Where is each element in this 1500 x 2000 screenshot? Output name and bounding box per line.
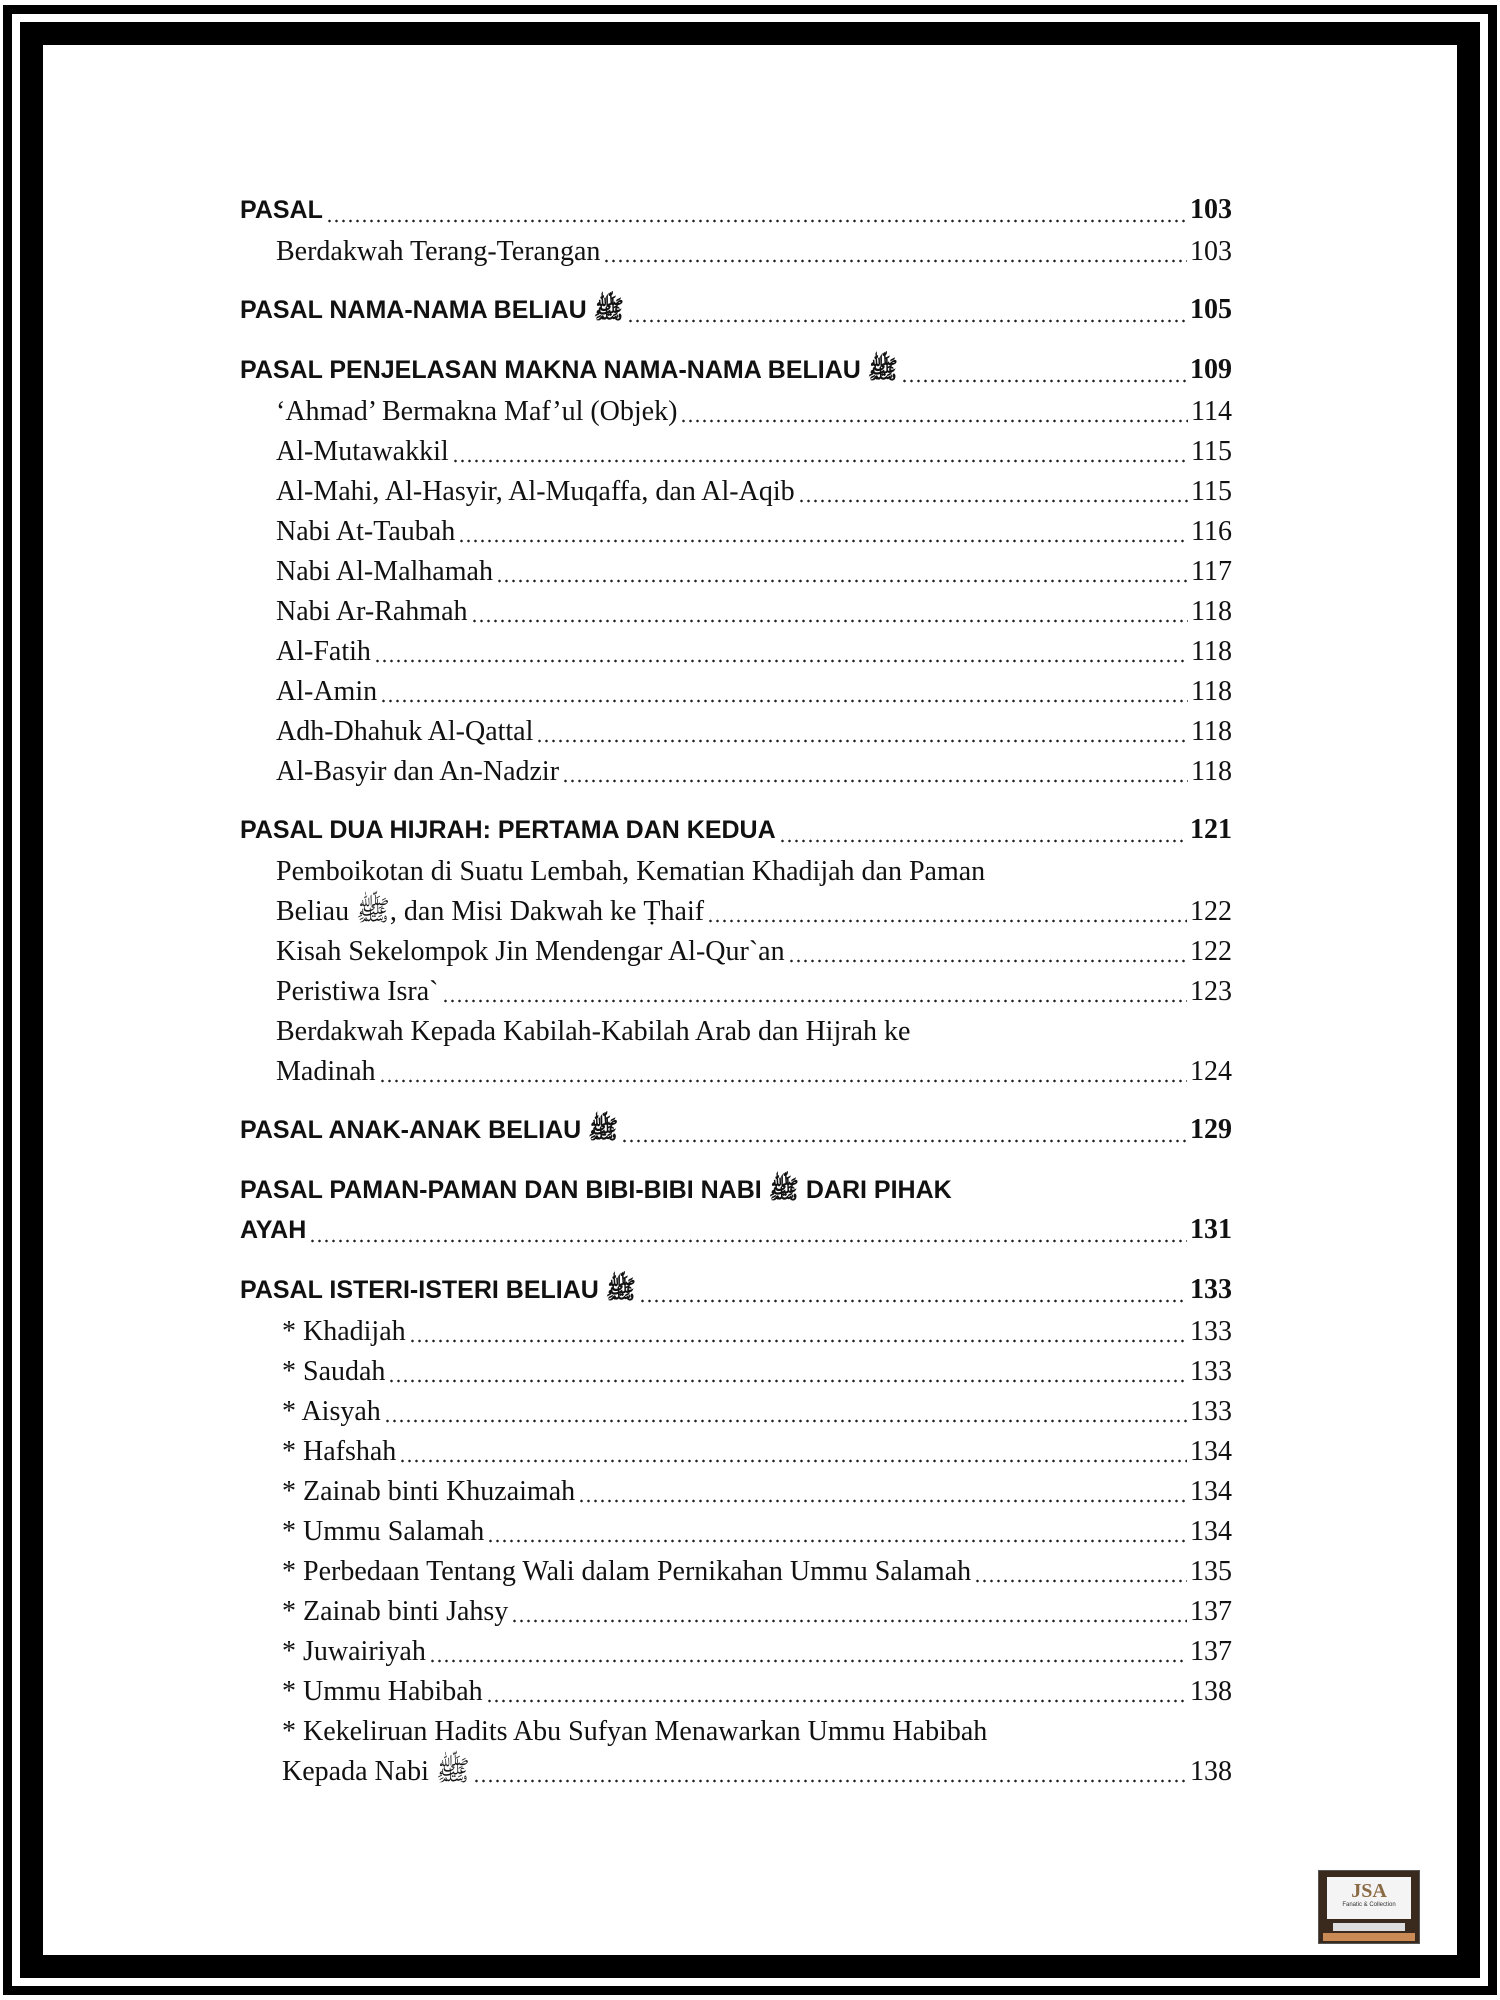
entry-title: Al-Amin (276, 676, 378, 707)
dot-leader (603, 237, 1187, 263)
logo-title: JSA (1351, 1880, 1387, 1902)
toc-section-entry (240, 972, 1232, 1012)
entry-title: * Juwairiyah (282, 1636, 426, 1667)
page-number: 134 (1190, 1516, 1232, 1547)
toc-section-entry (240, 1632, 1232, 1672)
page-number: 124 (1190, 1056, 1232, 1087)
entry-title: Nabi Ar-Rahmah (276, 596, 468, 627)
page-number: 118 (1191, 716, 1232, 747)
logo-screen (1327, 1877, 1411, 1919)
dot-leader (399, 1437, 1187, 1463)
dot-leader (901, 357, 1187, 383)
entry-title: Peristiwa Isra` (276, 976, 439, 1007)
dot-leader (487, 1517, 1187, 1543)
dot-leader (384, 1397, 1187, 1423)
page-number: 133 (1190, 1356, 1232, 1387)
page-number: 115 (1191, 436, 1232, 467)
entry-title: * Ummu Habibah (282, 1676, 483, 1707)
page-number: 118 (1191, 596, 1232, 627)
table-of-contents (240, 172, 1232, 1792)
toc-section-entry (240, 712, 1232, 752)
page-number: 116 (1191, 516, 1232, 547)
page-number: 133 (1190, 1396, 1232, 1427)
toc-section-entry (240, 592, 1232, 632)
dot-leader (471, 597, 1189, 623)
dot-leader (536, 717, 1188, 743)
entry-title: Berdakwah Kepada Kabilah-Kabilah Arab dan Hijrah ke (276, 1016, 911, 1047)
toc-section-entry (240, 432, 1232, 472)
page-number: 118 (1191, 756, 1232, 787)
entry-title: * Zainab binti Khuzaimah (282, 1476, 576, 1507)
toc-section-entry (240, 672, 1232, 712)
dot-leader (798, 477, 1188, 503)
page-number: 133 (1190, 1316, 1232, 1347)
toc-chapter-entry (240, 1168, 1232, 1212)
toc-section-entry (240, 892, 1232, 932)
dot-leader (379, 1057, 1187, 1083)
page-number: 115 (1191, 476, 1232, 507)
toc-section-entry (240, 472, 1232, 512)
toc-section-entry (240, 1752, 1232, 1792)
entry-title: * Hafshah (282, 1436, 397, 1467)
toc-section-entry (240, 232, 1232, 272)
toc-chapter-entry (240, 1108, 1232, 1152)
entry-title: PASAL ISTERI-ISTERI BELIAU ﷺ (240, 1276, 636, 1304)
toc-section-entry (240, 512, 1232, 552)
dot-leader (511, 1597, 1187, 1623)
entry-title: Berdakwah Terang-Terangan (276, 236, 601, 267)
entry-title: PASAL DUA HIJRAH: PERTAMA DAN KEDUA (240, 816, 776, 844)
toc-section-entry (240, 1432, 1232, 1472)
entry-title: * Kekeliruan Hadits Abu Sufyan Menawarkan Ummu Habibah (282, 1716, 988, 1747)
entry-title: PASAL (240, 196, 323, 224)
entry-title: * Khadijah (282, 1316, 406, 1347)
entry-title: PASAL NAMA-NAMA BELIAU ﷺ (240, 296, 624, 324)
page-number: 138 (1190, 1676, 1232, 1707)
entry-title: Al-Mahi, Al-Hasyir, Al-Muqaffa, dan Al-Aqib (276, 476, 795, 507)
entry-title: Nabi At-Taubah (276, 516, 456, 547)
page-number: 135 (1190, 1556, 1232, 1587)
dot-leader (458, 517, 1188, 543)
page-number: 137 (1190, 1636, 1232, 1667)
page-number: 134 (1190, 1436, 1232, 1467)
toc-section-entry (240, 932, 1232, 972)
toc-section-entry (240, 1312, 1232, 1352)
dot-leader (578, 1477, 1187, 1503)
page-number: 123 (1190, 976, 1232, 1007)
entry-title: AYAH (240, 1216, 307, 1244)
page-number: 118 (1191, 636, 1232, 667)
dot-leader (409, 1317, 1187, 1343)
dot-leader (621, 1117, 1187, 1143)
toc-section-entry (240, 1672, 1232, 1712)
page-number: 114 (1191, 396, 1232, 427)
dot-leader (380, 677, 1188, 703)
entry-title: * Ummu Salamah (282, 1516, 485, 1547)
dot-leader (639, 1277, 1187, 1303)
dot-leader (707, 897, 1187, 923)
page-number: 133 (1190, 1274, 1232, 1305)
toc-section-entry (240, 752, 1232, 792)
page-number: 131 (1190, 1214, 1232, 1245)
entry-title: Adh-Dhahuk Al-Qattal (276, 716, 534, 747)
dot-leader (374, 637, 1188, 663)
entry-title: Pemboikotan di Suatu Lembah, Kematian Khadijah dan Paman (276, 856, 986, 887)
dot-leader (974, 1557, 1187, 1583)
entry-title: Madinah (276, 1056, 376, 1087)
dot-leader (779, 817, 1187, 843)
toc-section-entry (240, 1552, 1232, 1592)
toc-section-entry (240, 1712, 1232, 1752)
entry-title: * Zainab binti Jahsy (282, 1596, 509, 1627)
entry-title: Al-Basyir dan An-Nadzir (276, 756, 560, 787)
entry-title: Al-Fatih (276, 636, 371, 667)
page-number: 121 (1190, 814, 1232, 845)
logo-keyboard (1333, 1923, 1405, 1931)
toc-section-entry (240, 1012, 1232, 1052)
dot-leader (429, 1637, 1187, 1663)
entry-title: * Perbedaan Tentang Wali dalam Pernikahan Ummu Salamah (282, 1556, 972, 1587)
dot-leader (486, 1677, 1187, 1703)
entry-title: Kisah Sekelompok Jin Mendengar Al-Qur`an (276, 936, 785, 967)
toc-section-entry (240, 1052, 1232, 1092)
toc-section-entry (240, 1592, 1232, 1632)
dot-leader (627, 297, 1187, 323)
page-number: 138 (1190, 1756, 1232, 1787)
entry-title: Kepada Nabi ﷺ (282, 1756, 470, 1787)
page-number: 109 (1190, 354, 1232, 385)
toc-section-entry (240, 1472, 1232, 1512)
page-number: 103 (1190, 194, 1232, 225)
entry-title: Nabi Al-Malhamah (276, 556, 493, 587)
jsa-logo (1318, 1870, 1420, 1944)
toc-chapter-entry (240, 348, 1232, 392)
toc-chapter-entry (240, 808, 1232, 852)
entry-title: PASAL ANAK-ANAK BELIAU ﷺ (240, 1116, 619, 1144)
page-number: 103 (1190, 236, 1232, 267)
toc-section-entry (240, 552, 1232, 592)
entry-title: PASAL PENJELASAN MAKNA NAMA-NAMA BELIAU ﷺ (240, 356, 898, 384)
dot-leader (388, 1357, 1187, 1383)
logo-subtitle: Fanatic & Collection (1342, 1902, 1396, 1908)
toc-section-entry (240, 632, 1232, 672)
dot-leader (788, 937, 1187, 963)
page-number: 137 (1190, 1596, 1232, 1627)
toc-chapter-entry (240, 188, 1232, 232)
entry-title: ‘Ahmad’ Bermakna Maf’ul (Objek) (276, 396, 678, 427)
toc-section-entry (240, 1392, 1232, 1432)
page-number: 118 (1191, 676, 1232, 707)
dot-leader (442, 977, 1187, 1003)
page-number: 122 (1190, 896, 1232, 927)
entry-title: * Aisyah (282, 1396, 381, 1427)
toc-section-entry (240, 392, 1232, 432)
toc-chapter-entry (240, 1268, 1232, 1312)
page-number: 117 (1191, 556, 1232, 587)
logo-desk (1323, 1933, 1415, 1941)
page-number: 129 (1190, 1114, 1232, 1145)
dot-leader (473, 1757, 1187, 1783)
toc-chapter-entry (240, 288, 1232, 332)
dot-leader (452, 437, 1188, 463)
entry-title: PASAL PAMAN-PAMAN DAN BIBI-BIBI NABI ﷺ DARI PIHAK (240, 1176, 952, 1204)
toc-section-entry (240, 1512, 1232, 1552)
entry-title: Al-Mutawakkil (276, 436, 449, 467)
toc-chapter-entry (240, 1208, 1232, 1252)
toc-section-entry (240, 1352, 1232, 1392)
dot-leader (326, 197, 1187, 223)
page-number: 134 (1190, 1476, 1232, 1507)
page-number: 105 (1190, 294, 1232, 325)
toc-section-entry (240, 852, 1232, 892)
entry-title: * Saudah (282, 1356, 386, 1387)
dot-leader (562, 757, 1188, 783)
dot-leader (496, 557, 1188, 583)
page-number: 122 (1190, 936, 1232, 967)
dot-leader (680, 397, 1188, 423)
dot-leader (309, 1217, 1187, 1243)
entry-title: Beliau ﷺ, dan Misi Dakwah ke Ṭhaif (276, 896, 705, 927)
